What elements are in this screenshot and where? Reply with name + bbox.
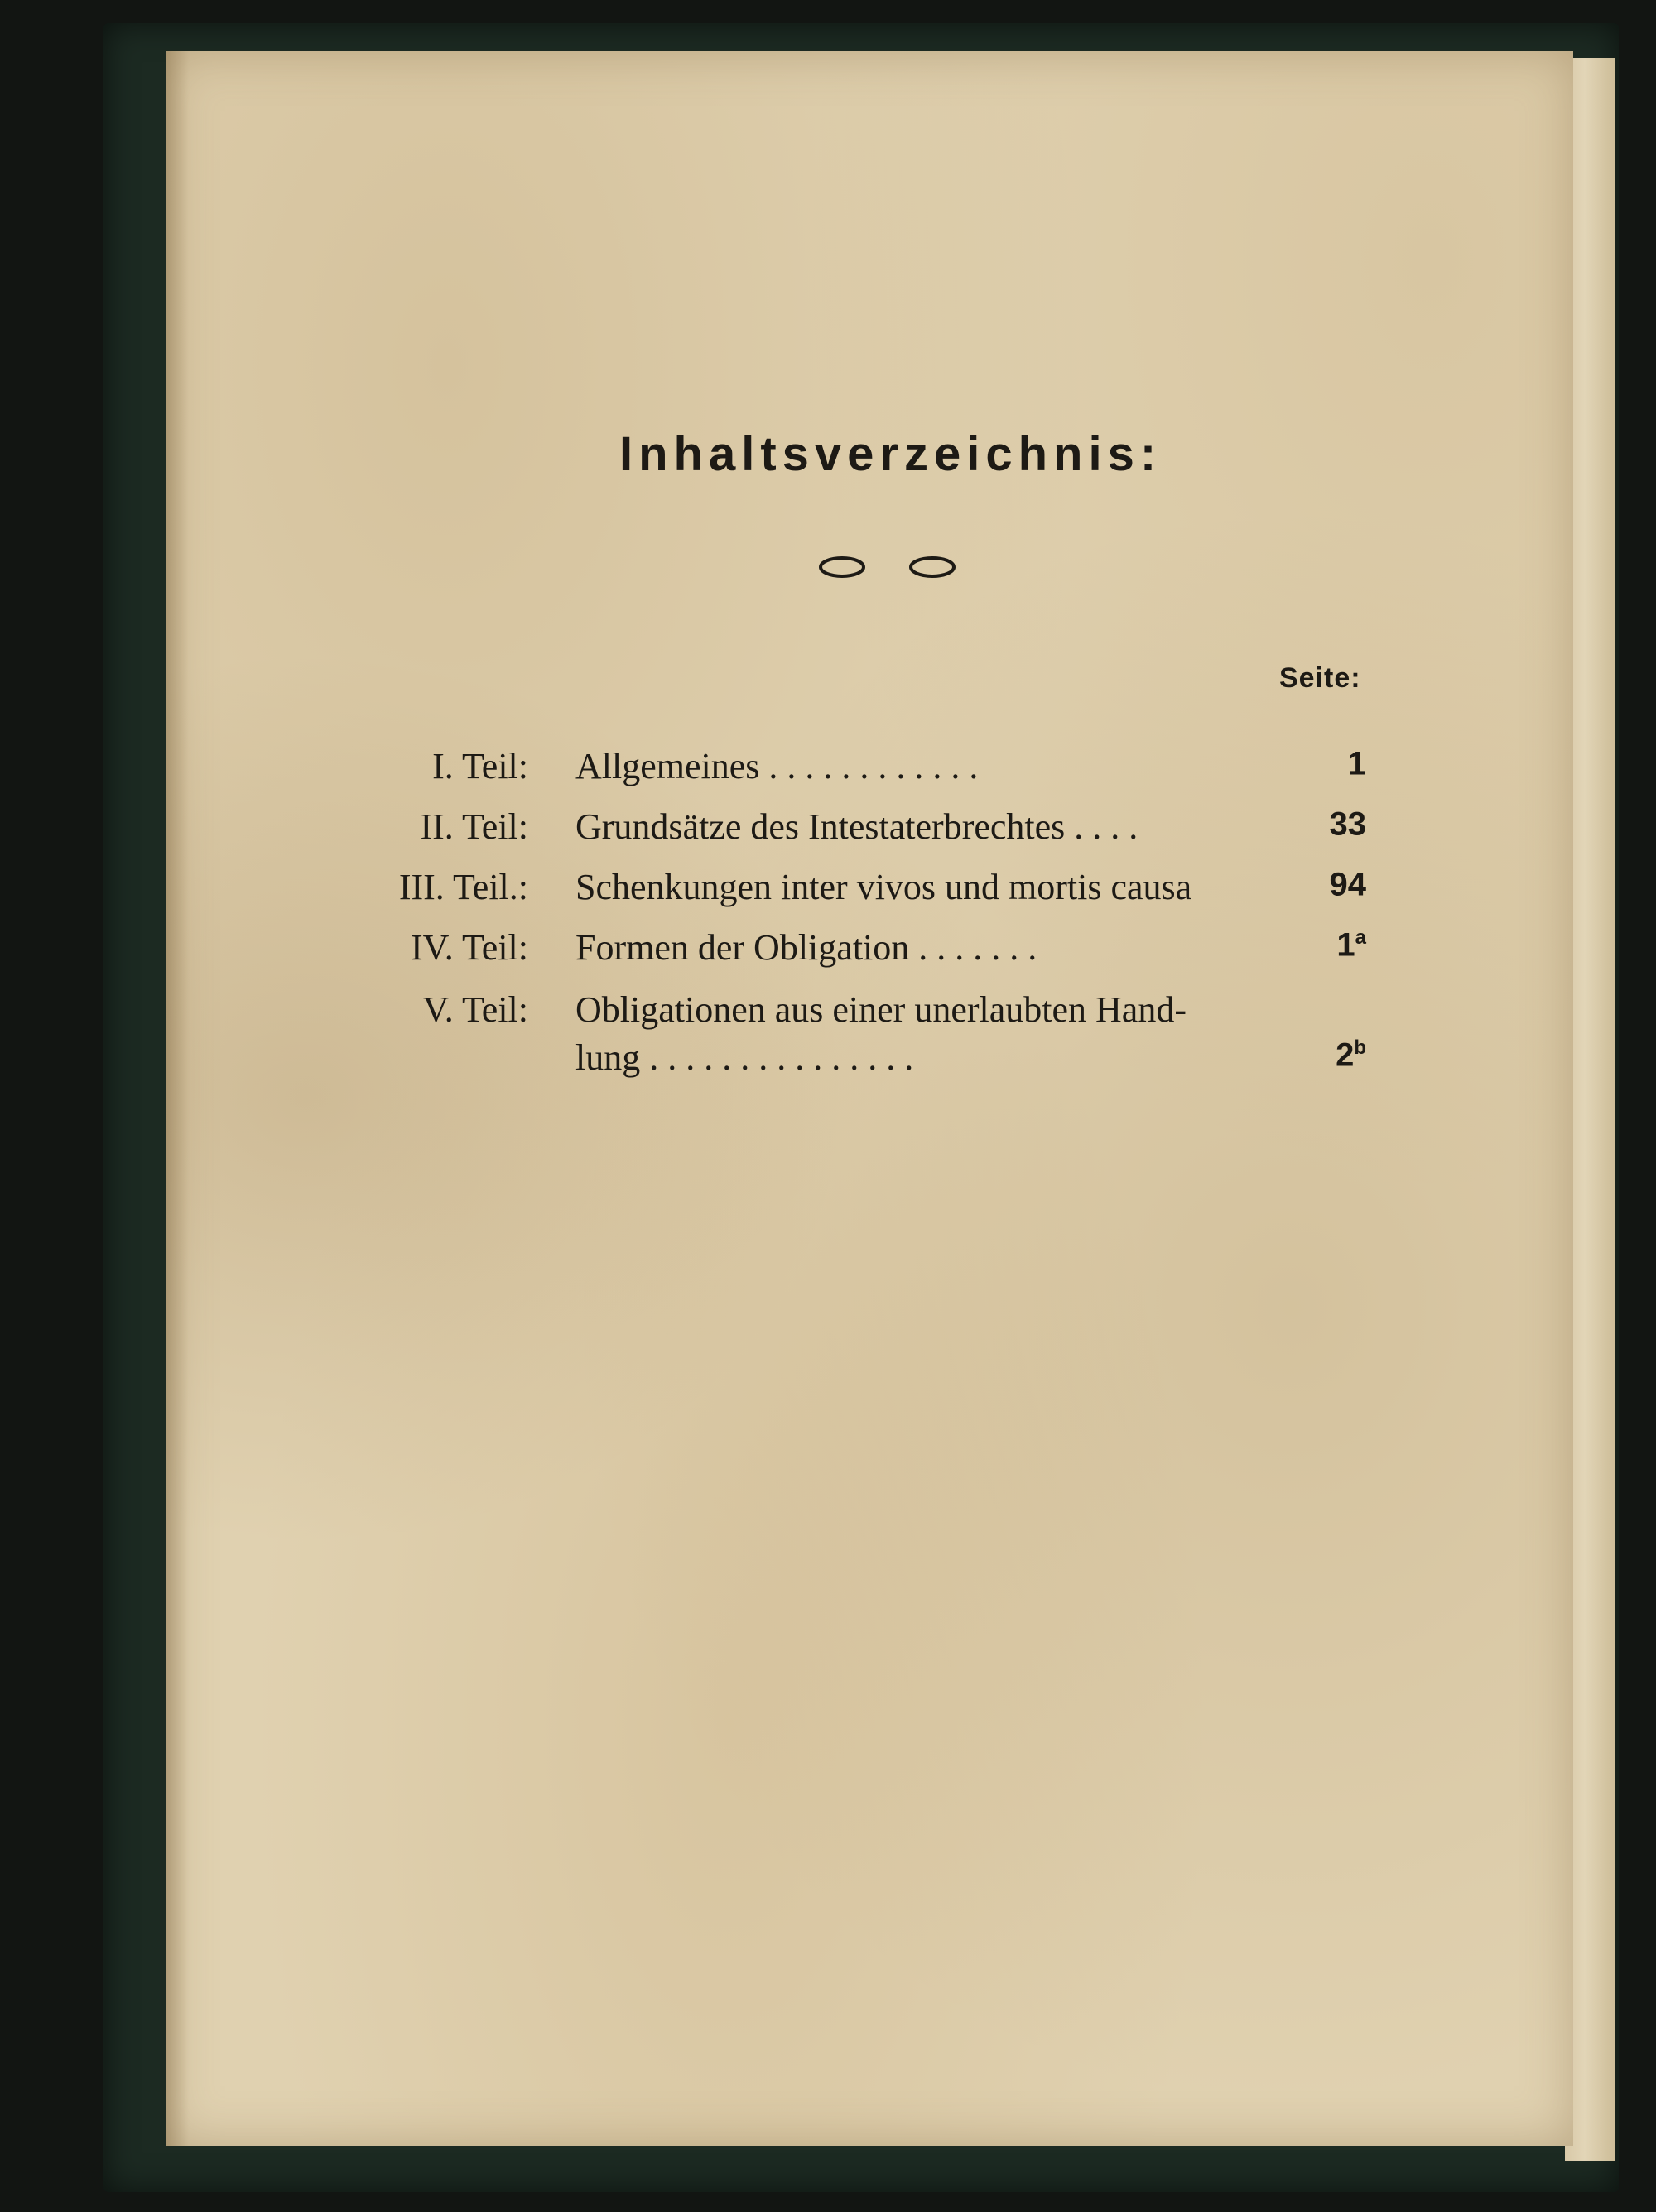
toc-entry xyxy=(389,926,1366,976)
toc-page-number: 1 xyxy=(1347,745,1366,782)
toc-entry xyxy=(389,805,1366,855)
toc-entry xyxy=(389,866,1366,916)
toc-entry xyxy=(389,988,1366,1038)
toc-page-number: 2$^b$ xyxy=(1336,1036,1366,1074)
toc-entry-continuation xyxy=(389,1036,1366,1086)
toc-part-label: II. Teil: xyxy=(420,806,528,847)
toc-entry-title: lung . . . . . . . . . . . . . . . xyxy=(575,1037,914,1078)
toc-page-number: 1$^a$ xyxy=(1336,926,1366,964)
toc-entry-title: Schenkungen inter vivos und mortis causa xyxy=(575,867,1192,907)
page-gutter-shadow xyxy=(166,51,189,2146)
toc-entry-title: Formen der Obligation . . . . . . . xyxy=(575,927,1037,968)
toc-part-label: III. Teil.: xyxy=(398,867,528,907)
double-oval-ornament-icon xyxy=(816,551,965,584)
toc-entry-title: Obligationen aus einer unerlaubten Hand- xyxy=(575,989,1187,1030)
toc-page-number: 94 xyxy=(1329,866,1366,903)
toc-page-number: 33 xyxy=(1329,805,1366,843)
toc-entry-title: Grundsätze des Intestaterbrechtes . . . . xyxy=(575,806,1138,847)
toc-part-label: I. Teil: xyxy=(432,746,528,786)
toc-entry-title: Allgemeines . . . . . . . . . . . . xyxy=(575,746,979,786)
paper-page xyxy=(166,51,1573,2146)
toc-entry xyxy=(389,745,1366,795)
page-title: Inhaltsverzeichnis: xyxy=(619,427,1163,481)
toc-part-label: V. Teil: xyxy=(422,989,528,1030)
page-column-label: Seite: xyxy=(1279,662,1361,694)
toc-part-label: IV. Teil: xyxy=(411,927,528,968)
